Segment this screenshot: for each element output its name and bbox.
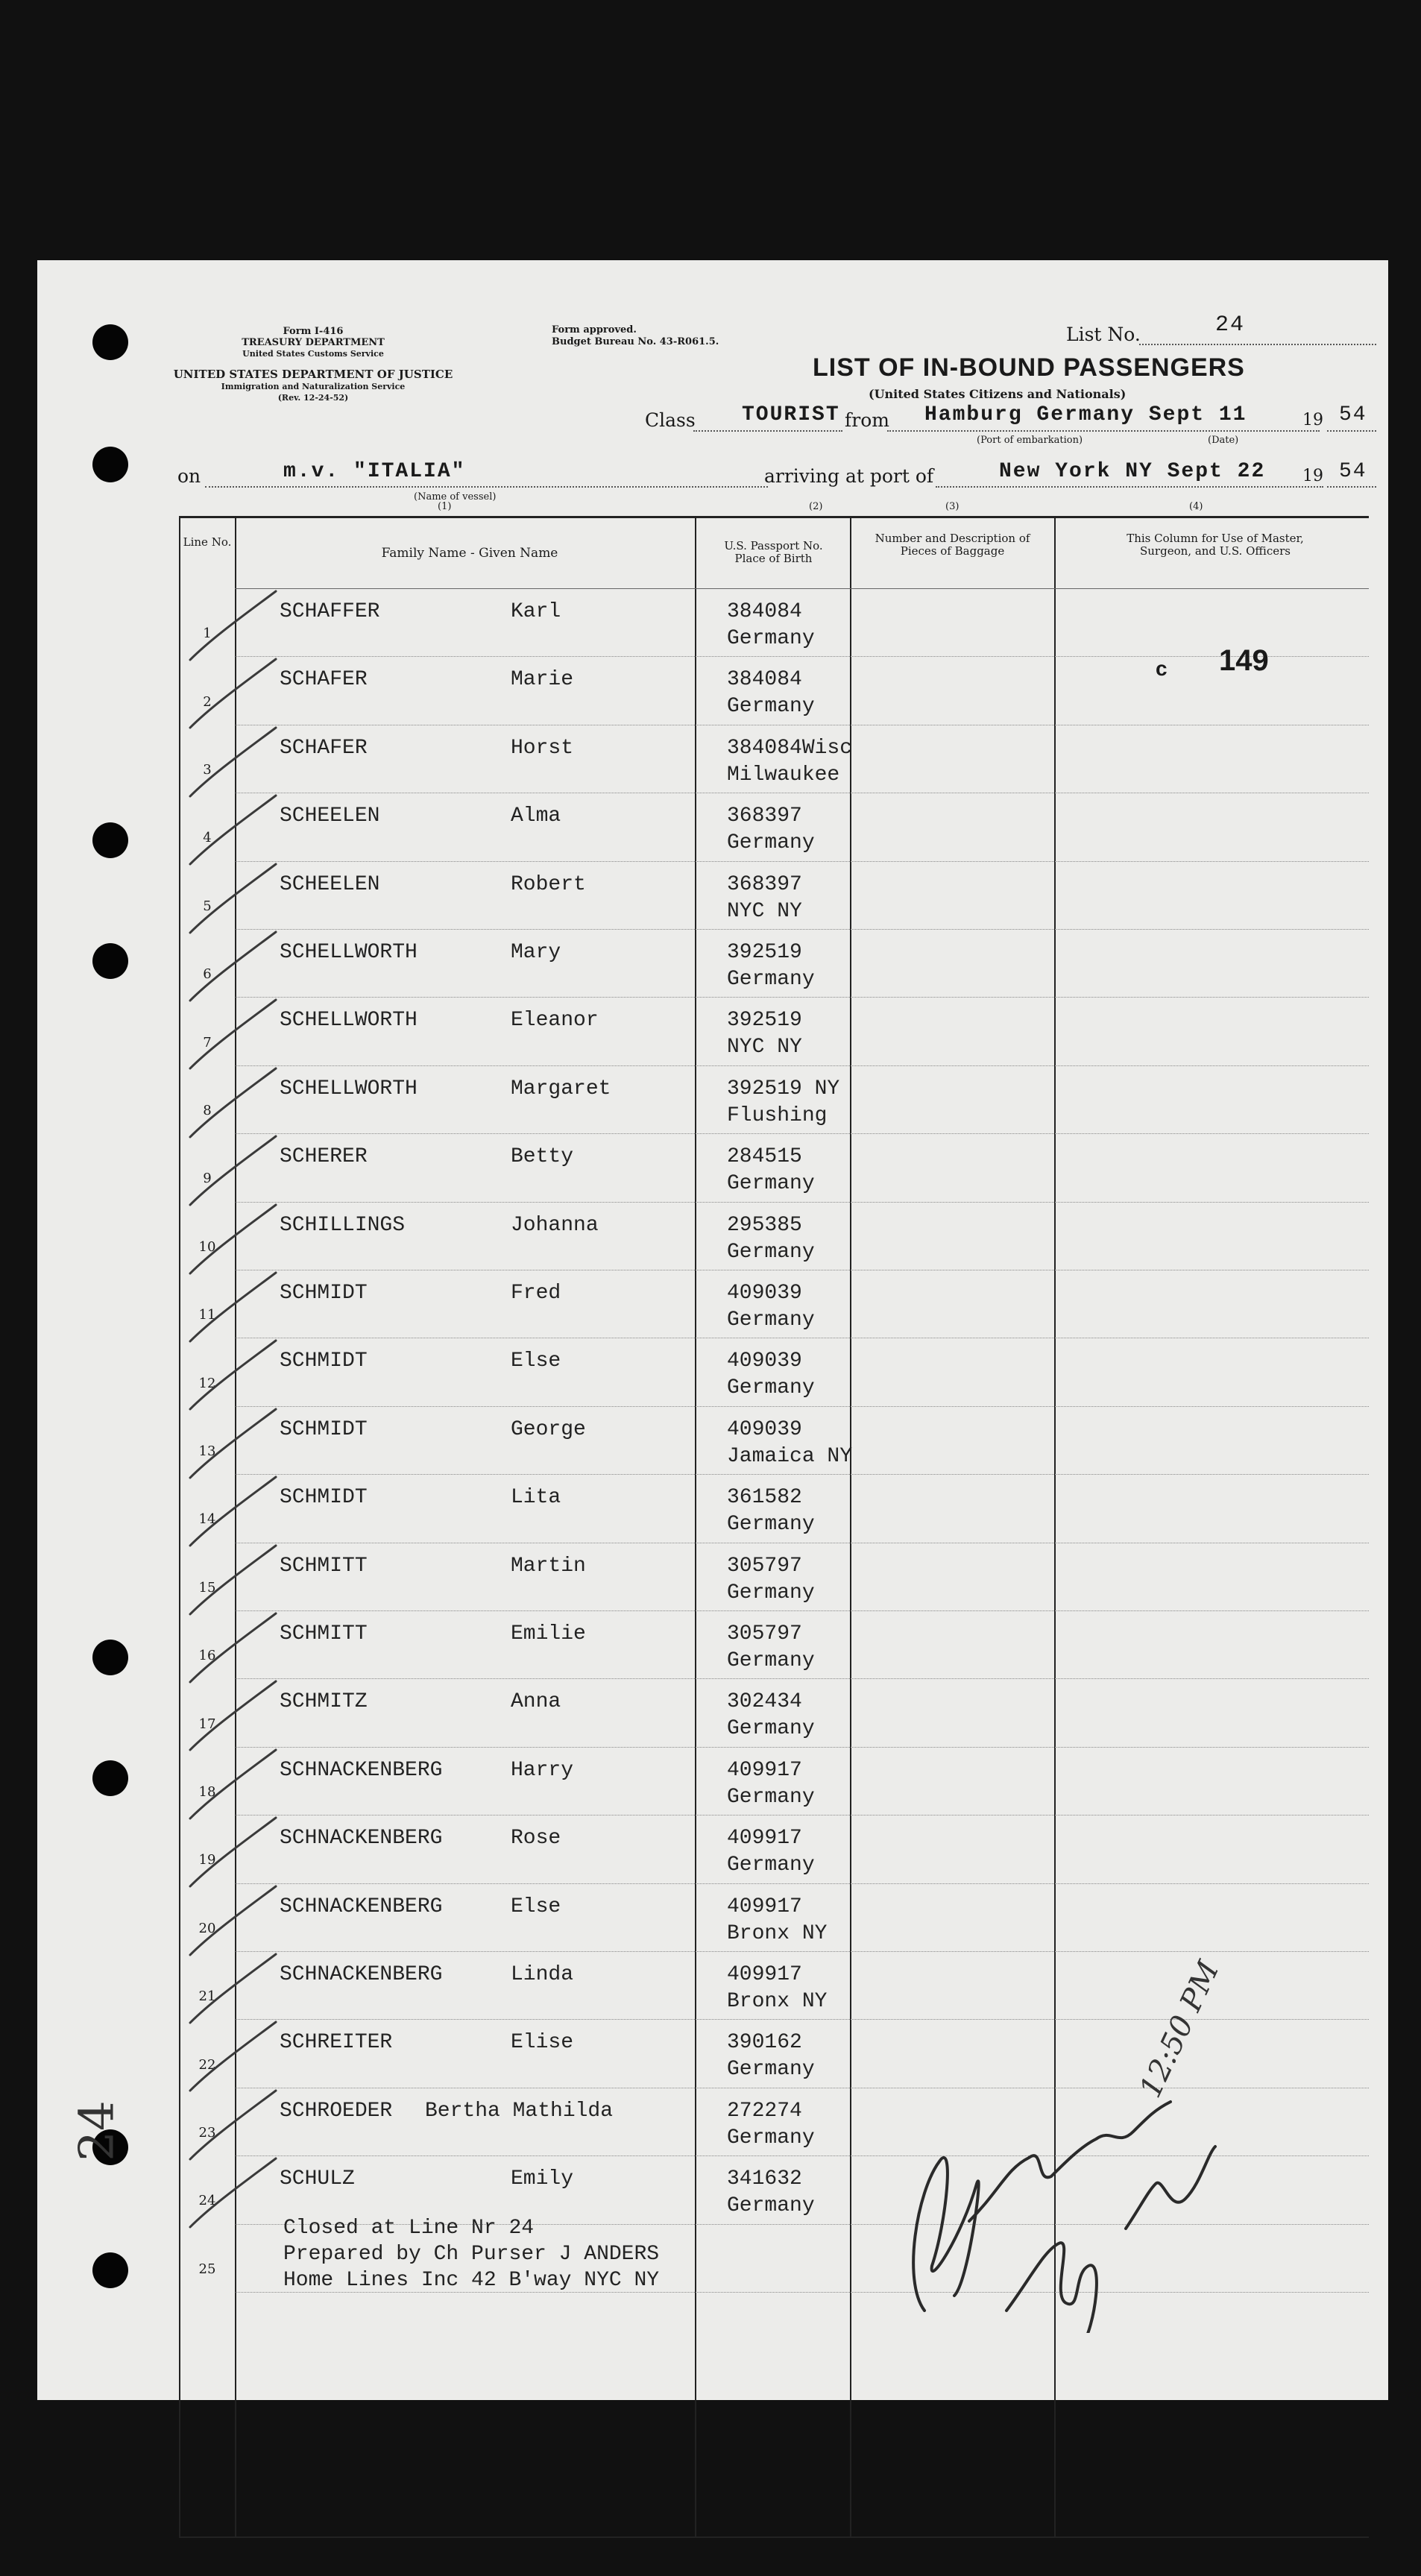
passenger-family-name: SCHNACKENBERG (280, 1759, 443, 1782)
row-checkmark (190, 1273, 276, 1341)
closed-at-line: Closed at Line Nr 24 (283, 2217, 535, 2240)
line-number: 18 (198, 1784, 216, 1800)
place-of-birth: Germany (727, 1172, 815, 1195)
passport-number: 392519 (727, 1009, 802, 1032)
customs-service: United States Customs Service (242, 349, 384, 359)
column-header-name: Family Name - Given Name (381, 546, 558, 561)
column-number-3: (3) (945, 501, 960, 512)
line-number: 8 (203, 1103, 212, 1118)
passenger-family-name: SCHMITZ (280, 1690, 368, 1713)
passport-number: 295385 (727, 1214, 802, 1237)
prepared-by: Prepared by Ch Purser J ANDERS (283, 2243, 660, 2266)
signature-time: 12:50 PM (1133, 1956, 1226, 2103)
passenger-given-name: Harry (511, 1759, 574, 1782)
place-of-birth: Germany (727, 1581, 815, 1605)
arrival-year: 54 (1339, 460, 1367, 483)
passenger-family-name: SCHMIDT (280, 1282, 368, 1305)
place-of-birth: Germany (727, 2126, 815, 2150)
place-of-birth: Germany (727, 695, 815, 718)
passport-number: 368397 (727, 804, 802, 828)
row-checkmark (190, 1750, 276, 1818)
passport-number: 305797 (727, 1622, 802, 1646)
passenger-given-name: Elise (511, 2031, 574, 2054)
column-header-passport: U.S. Passport No. Place of Birth (724, 539, 823, 565)
line-number: 12 (198, 1376, 216, 1391)
passport-number: 409917 (727, 1827, 802, 1850)
line-number: 10 (198, 1239, 216, 1255)
document-page (37, 260, 1388, 2400)
on-label: on (177, 465, 201, 487)
passenger-given-name: Marie (511, 668, 574, 691)
place-of-birth: NYC NY (727, 1036, 802, 1059)
class-value: TOURIST (742, 403, 840, 426)
line-number: 4 (203, 830, 212, 845)
line-number: 14 (198, 1511, 216, 1527)
line-number: 6 (203, 966, 212, 982)
row-checkmark (190, 1818, 276, 1886)
line-number: 22 (198, 2057, 216, 2073)
arriving-label: arriving at port of (764, 465, 934, 487)
passenger-given-name: Karl (511, 600, 561, 623)
officer-note: 149 (1219, 644, 1269, 677)
arrival-prefix: 19 (1302, 467, 1323, 485)
passenger-given-name: George (511, 1418, 586, 1441)
passenger-family-name: SCHAFFER (280, 600, 380, 623)
passenger-family-name: SCHMITT (280, 1622, 368, 1646)
passenger-family-name: SCHULZ (280, 2167, 355, 2191)
passport-number: 390162 (727, 2031, 802, 2054)
row-checkmark (190, 1000, 276, 1068)
place-of-birth: Bronx NY (727, 1990, 828, 2013)
place-of-birth: Germany (727, 1854, 815, 1877)
row-checkmark (190, 2022, 276, 2091)
passport-number: 305797 (727, 1555, 802, 1578)
row-checkmark (190, 659, 276, 728)
passenger-given-name: Bertha Mathilda (425, 2100, 614, 2123)
row-checkmark (190, 2158, 276, 2227)
home-lines-address: Home Lines Inc 42 B'way NYC NY (283, 2269, 660, 2292)
column-header-officers: This Column for Use of Master, Surgeon, and U.S. Officers (1127, 532, 1304, 558)
row-checkmark (190, 2091, 276, 2159)
row-checkmark (190, 864, 276, 933)
passenger-family-name: SCHEELEN (280, 804, 380, 828)
row-checkmark (190, 1681, 276, 1750)
arrival-port-value: New York NY Sept 22 (999, 460, 1266, 483)
place-of-birth: Germany (727, 2194, 815, 2217)
place-of-birth: Germany (727, 1649, 815, 1672)
line-number: 11 (198, 1307, 216, 1323)
passport-number: 409039 (727, 1350, 802, 1373)
passport-number: 409039 (727, 1282, 802, 1305)
row-checkmark (190, 1954, 276, 2023)
passenger-given-name: Martin (511, 1555, 586, 1578)
place-of-birth: Germany (727, 1241, 815, 1264)
class-label: Class (645, 409, 696, 431)
column-header-baggage: Number and Description of Pieces of Baggage (875, 532, 1030, 558)
passport-number: 409917 (727, 1963, 802, 1986)
passport-number: 384084 (727, 600, 802, 623)
row-checkmark (190, 1136, 276, 1205)
passenger-given-name: Johanna (511, 1214, 599, 1237)
revision-date: (Rev. 12-24-52) (277, 393, 349, 403)
passenger-given-name: Robert (511, 873, 586, 896)
embarkation-year: 54 (1339, 403, 1367, 426)
line-number: 7 (203, 1035, 212, 1051)
passenger-family-name: SCHAFER (280, 737, 368, 760)
passenger-family-name: SCHELLWORTH (280, 941, 418, 964)
passport-number: 409039 (727, 1418, 802, 1441)
passenger-given-name: Anna (511, 1690, 561, 1713)
budget-bureau-number: Budget Bureau No. 43-R061.5. (552, 336, 719, 347)
treasury-department: TREASURY DEPARTMENT (242, 337, 385, 348)
place-of-birth: Milwaukee (727, 763, 840, 787)
passport-number: 341632 (727, 2167, 802, 2191)
place-of-birth: Flushing (727, 1104, 828, 1127)
immigration-service: Immigration and Naturalization Service (221, 382, 406, 391)
form-approved: Form approved. (552, 324, 637, 336)
passenger-given-name: Alma (511, 804, 561, 828)
passenger-family-name: SCHAFER (280, 668, 368, 691)
passenger-given-name: Lita (511, 1486, 561, 1509)
embarkation-caption: (Port of embarkation) (977, 435, 1083, 446)
passenger-family-name: SCHELLWORTH (280, 1009, 418, 1032)
passenger-given-name: Linda (511, 1963, 574, 1986)
row-checkmark (190, 796, 276, 864)
vessel-caption: (Name of vessel) (414, 491, 497, 503)
passenger-family-name: SCHMIDT (280, 1486, 368, 1509)
line-number: 15 (198, 1580, 216, 1596)
column-header-line-no: Line No. (183, 535, 232, 549)
place-of-birth: Germany (727, 831, 815, 854)
passenger-family-name: SCHREITER (280, 2031, 393, 2054)
place-of-birth: Germany (727, 1717, 815, 1740)
passenger-given-name: Margaret (511, 1077, 611, 1100)
passenger-given-name: Horst (511, 737, 574, 760)
list-no-value: 24 (1215, 312, 1246, 338)
date-prefix: 19 (1302, 411, 1323, 429)
place-of-birth: Germany (727, 2058, 815, 2081)
place-of-birth: Germany (727, 1376, 815, 1399)
line-number: 24 (198, 2193, 216, 2208)
passenger-family-name: SCHILLINGS (280, 1214, 406, 1237)
place-of-birth: Germany (727, 1513, 815, 1536)
passenger-given-name: Emilie (511, 1622, 586, 1646)
line-number: 23 (198, 2125, 216, 2141)
line-number: 5 (203, 898, 212, 914)
place-of-birth: Germany (727, 627, 815, 650)
row-checkmark (190, 1341, 276, 1409)
column-number-2: (2) (809, 501, 823, 512)
passenger-family-name: SCHROEDER (280, 2100, 393, 2123)
passenger-given-name: Fred (511, 1282, 561, 1305)
row-checkmark (190, 1068, 276, 1137)
place-of-birth: Bronx NY (727, 1922, 828, 1945)
passport-number: 409917 (727, 1895, 802, 1918)
passport-number: 392519 (727, 941, 802, 964)
passport-number: 302434 (727, 1690, 802, 1713)
passenger-family-name: SCHNACKENBERG (280, 1963, 443, 1986)
passenger-family-name: SCHMITT (280, 1555, 368, 1578)
list-no-label: List No. (1066, 324, 1141, 345)
officer-mark: c (1156, 657, 1168, 680)
passenger-family-name: SCHELLWORTH (280, 1077, 418, 1100)
place-of-birth: Germany (727, 1309, 815, 1332)
passport-number: 361582 (727, 1486, 802, 1509)
line-number: 13 (198, 1443, 216, 1459)
passenger-given-name: Eleanor (511, 1009, 599, 1032)
passport-number: 284515 (727, 1145, 802, 1168)
embarkation-value: Hamburg Germany Sept 11 (924, 403, 1247, 426)
passenger-family-name: SCHNACKENBERG (280, 1827, 443, 1850)
department-of-justice: UNITED STATES DEPARTMENT OF JUSTICE (173, 368, 453, 381)
vessel-value: m.v. "ITALIA" (283, 460, 466, 483)
line-number: 21 (198, 1988, 216, 2004)
place-of-birth: Germany (727, 1786, 815, 1809)
line-number: 20 (198, 1921, 216, 1936)
passenger-family-name: SCHMIDT (280, 1418, 368, 1441)
row-checkmark (190, 1613, 276, 1682)
passport-number: 409917 (727, 1759, 802, 1782)
passport-number: 392519 NY (727, 1077, 840, 1100)
column-number-4: (4) (1189, 501, 1203, 512)
line-number: 3 (203, 762, 212, 778)
date-caption: (Date) (1208, 435, 1239, 446)
form-number: Form I-416 (283, 326, 344, 337)
passenger-family-name: SCHMIDT (280, 1350, 368, 1373)
row-checkmark (190, 1205, 276, 1273)
line-number: 17 (198, 1716, 216, 1732)
passenger-given-name: Betty (511, 1145, 574, 1168)
passport-number: 272274 (727, 2100, 802, 2123)
passenger-given-name: Rose (511, 1827, 561, 1850)
row-checkmark (190, 1477, 276, 1546)
line-number: 25 (198, 2261, 216, 2277)
passenger-given-name: Else (511, 1350, 561, 1373)
row-checkmark (190, 591, 276, 660)
place-of-birth: NYC NY (727, 900, 802, 923)
passenger-family-name: SCHNACKENBERG (280, 1895, 443, 1918)
line-number: 16 (198, 1648, 216, 1663)
row-checkmark (190, 1546, 276, 1614)
line-number: 1 (203, 626, 212, 641)
place-of-birth: Jamaica NY (727, 1445, 853, 1468)
passport-number: 368397 (727, 873, 802, 896)
line-number: 9 (203, 1171, 212, 1186)
line-number: 2 (203, 694, 212, 710)
place-of-birth: Germany (727, 968, 815, 991)
row-checkmark (190, 932, 276, 1001)
row-checkmark (190, 728, 276, 796)
column-number-1: (1) (438, 501, 452, 512)
passport-number: 384084Wisc (727, 737, 853, 760)
passenger-given-name: Else (511, 1895, 561, 1918)
passenger-family-name: SCHERER (280, 1145, 368, 1168)
margin-note: 24 (69, 2100, 125, 2161)
passenger-given-name: Mary (511, 941, 561, 964)
form-title: LIST OF IN-BOUND PASSENGERS (813, 353, 1245, 382)
from-label: from (845, 409, 889, 431)
row-checkmark (190, 1886, 276, 1955)
passenger-given-name: Emily (511, 2167, 574, 2191)
line-number: 19 (198, 1852, 216, 1868)
form-subtitle: (United States Citizens and Nationals) (869, 387, 1127, 401)
passport-number: 384084 (727, 668, 802, 691)
passenger-family-name: SCHEELEN (280, 873, 380, 896)
row-checkmark (190, 1409, 276, 1478)
